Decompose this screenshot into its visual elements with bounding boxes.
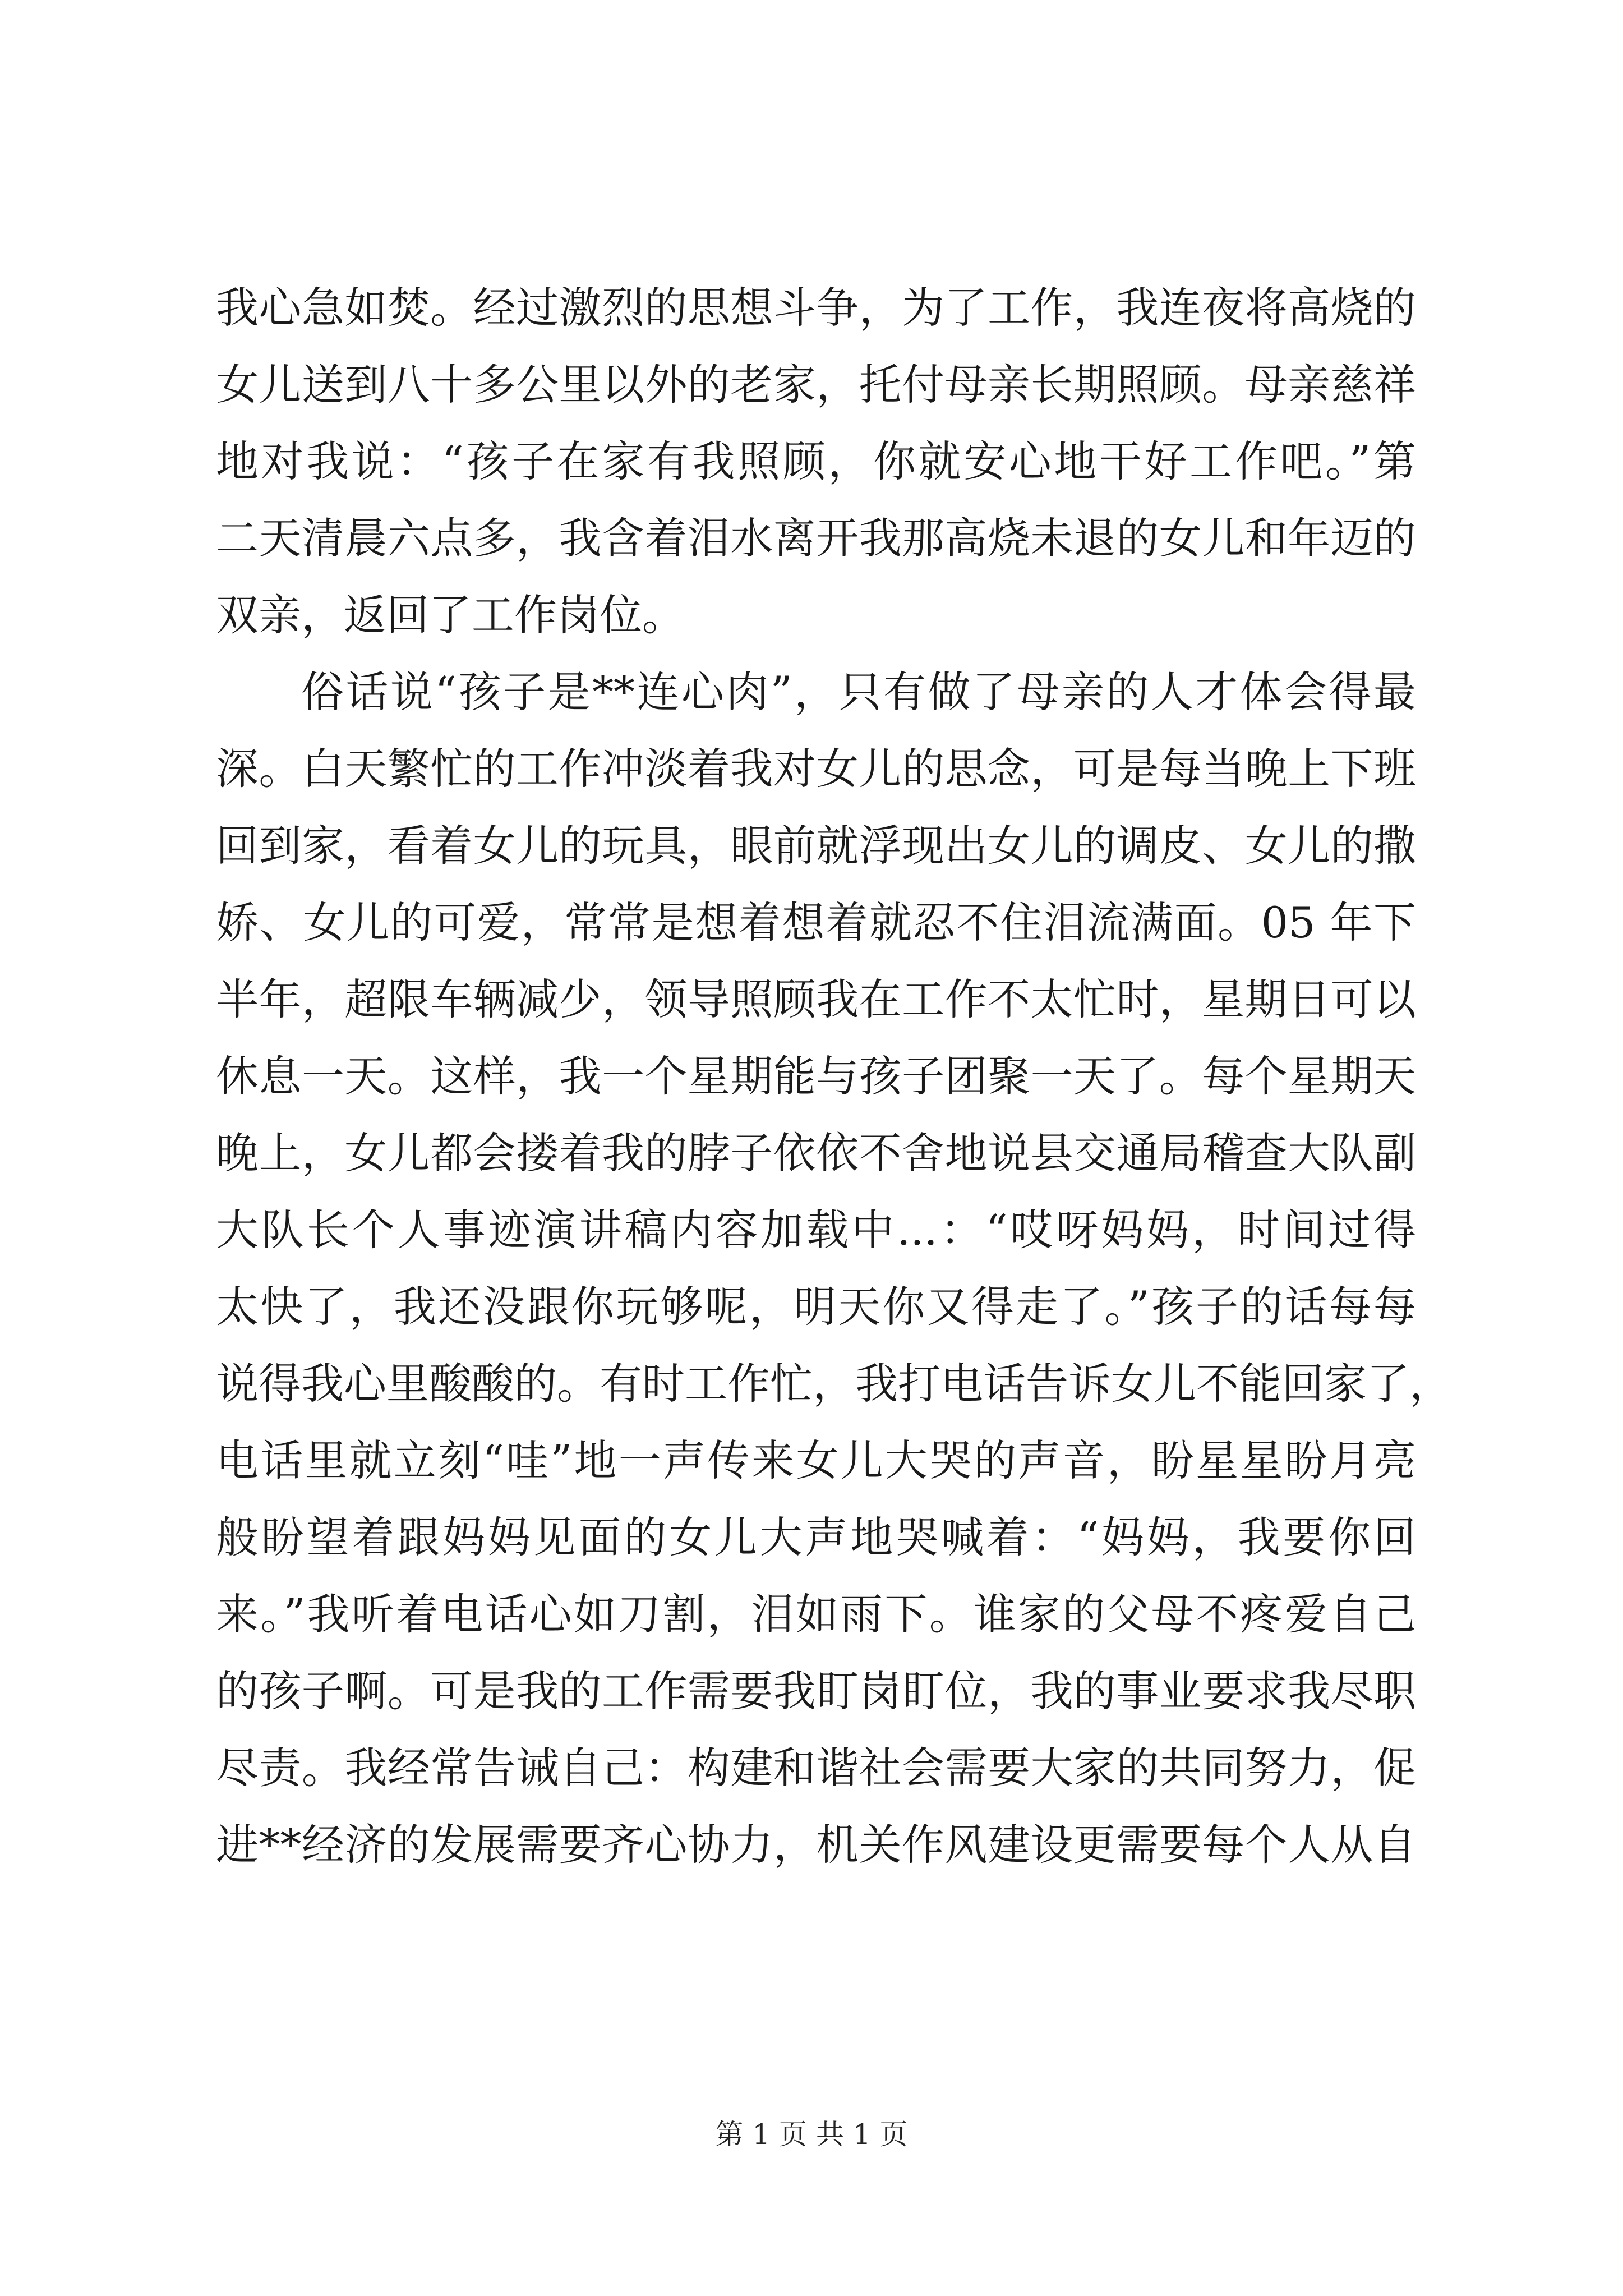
document-body xyxy=(216,269,1452,1883)
text-line: 尽责。我经常告诫自己：构建和谐社会需要大家的共同努力，促 xyxy=(216,1743,1416,1793)
text-line: 深。白天繁忙的工作冲淡着我对女儿的思念，可是每当晚上下班 xyxy=(216,744,1416,794)
text-line: 来。”我听着电话心如刀割，泪如雨下。谁家的父母不疼爱自己 xyxy=(216,1589,1416,1639)
page-footer xyxy=(0,2115,1623,2154)
text-line: 说得我心里酸酸的。有时工作忙，我打电话告诉女儿不能回家了， xyxy=(216,1359,1452,1409)
text-line: 回到家，看着女儿的玩具，眼前就浮现出女儿的调皮、女儿的撒 xyxy=(216,821,1416,871)
text-line: 晚上，女儿都会搂着我的脖子依依不舍地说县交通局稽查大队副 xyxy=(216,1128,1416,1178)
text-line: 女儿送到八十多公里以外的老家，托付母亲长期照顾。母亲慈祥 xyxy=(216,360,1416,409)
text-line: 太快了，我还没跟你玩够呢，明天你又得走了。”孩子的话每每 xyxy=(216,1282,1416,1332)
text-line: 地对我说：“孩子在家有我照顾，你就安心地干好工作吧。”第 xyxy=(216,436,1416,486)
text-line: 娇、女儿的可爱，常常是想着想着就忍不住泪流满面。05 年下 xyxy=(216,898,1416,947)
page-number-label: 第 1 页 共 1 页 xyxy=(715,2118,908,2151)
text-line: 俗话说“孩子是**连心肉”，只有做了母亲的人才体会得最 xyxy=(301,667,1416,717)
text-line: 二天清晨六点多，我含着泪水离开我那高烧未退的女儿和年迈的 xyxy=(216,513,1416,563)
text-line: 的孩子啊。可是我的工作需要我盯岗盯位，我的事业要求我尽职 xyxy=(216,1666,1416,1716)
text-line: 休息一天。这样，我一个星期能与孩子团聚一天了。每个星期天 xyxy=(216,1051,1416,1101)
text-line: 大队长个人事迹演讲稿内容加载中...：“哎呀妈妈，时间过得 xyxy=(216,1205,1416,1255)
text-line: 电话里就立刻“哇”地一声传来女儿大哭的声音，盼星星盼月亮 xyxy=(216,1435,1416,1485)
text-line: 我心急如焚。经过激烈的思想斗争，为了工作，我连夜将高烧的 xyxy=(216,283,1416,333)
text-line: 般盼望着跟妈妈见面的女儿大声地哭喊着：“妈妈，我要你回 xyxy=(216,1512,1416,1562)
text-line: 进**经济的发展需要齐心协力，机关作风建设更需要每个人从自 xyxy=(216,1820,1416,1870)
text-line: 半年，超限车辆减少，领导照顾我在工作不太忙时，星期日可以 xyxy=(216,974,1416,1024)
text-line: 双亲，返回了工作岗位。 xyxy=(216,590,685,640)
